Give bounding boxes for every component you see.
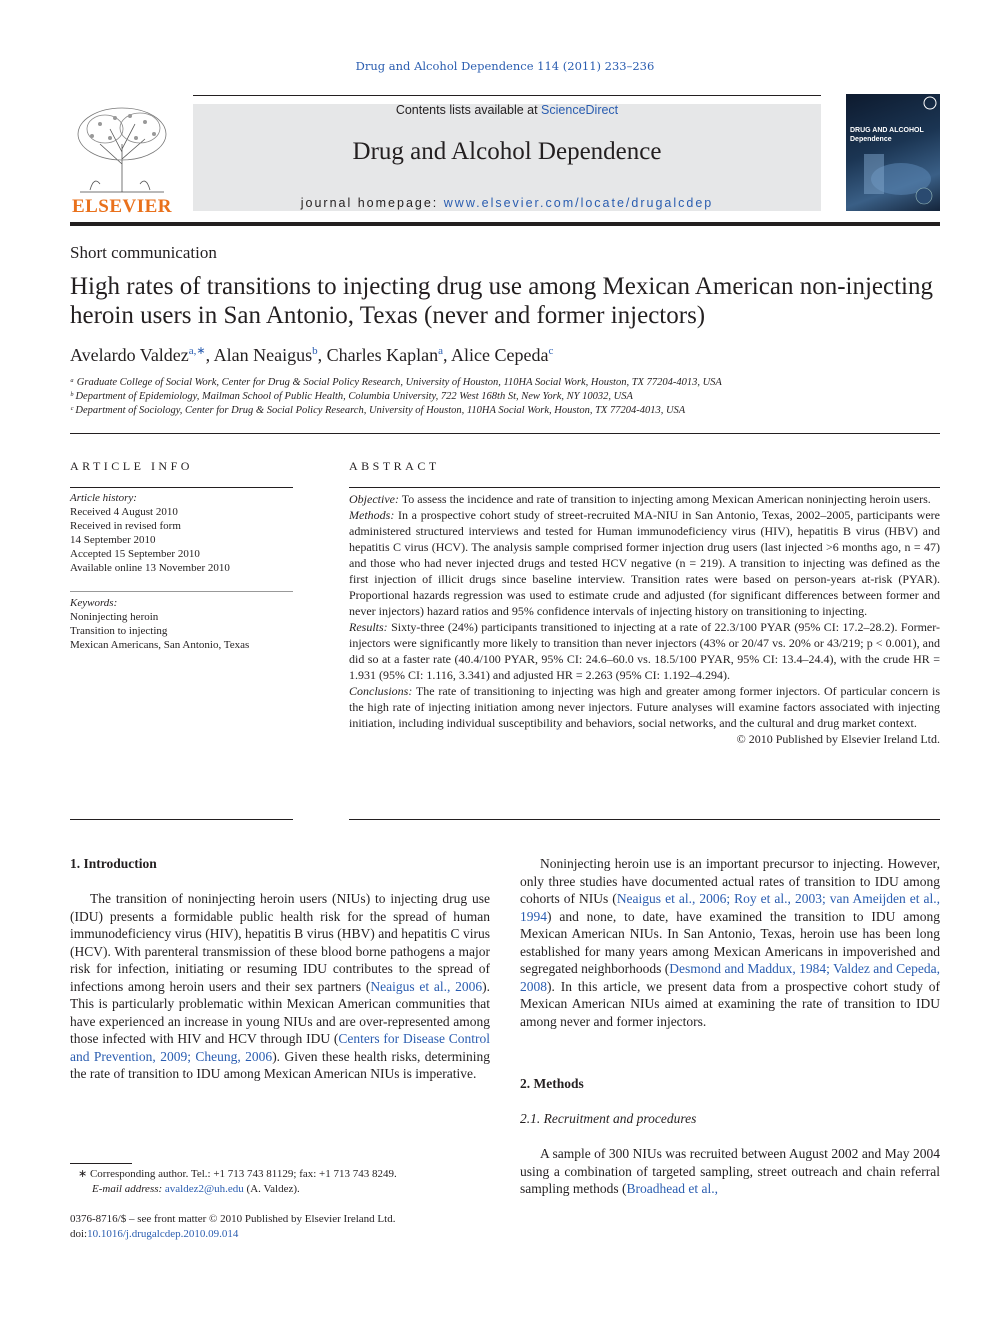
intro-paragraph-1 [70, 890, 490, 1083]
intro-text: Noninjecting heroin use is an important precursor to injecting. However, only three studies have documented actual rates of transition to IDU among cohorts of NIUs ( [520, 856, 940, 906]
results-label: Results: [349, 620, 388, 634]
author-sep: , [205, 345, 214, 365]
intro-text: The transition of noninjecting heroin users (NIUs) to injecting drug use (IDU) presents a formidable public health risk for the spread of human immunodeficiency virus (HIV), hepatitis B virus (HBV) and hepatitis C virus (HCV). With parenteral transmission of these blood borne pathogens a major risk for infection, initiating or resuming IDU contributes to the spread of infections among heroin users and their sex partners ( [70, 891, 490, 994]
ref-link[interactable]: Desmond and Maddux, 1984; Valdez and Cepeda, 2008 [520, 961, 940, 994]
email-note [92, 1182, 502, 1197]
cover-title: DRUG AND ALCOHOL Dependence [850, 127, 924, 143]
methods-text: In a prospective cohort study of street-recruited MA-NIU in San Antonio, Texas, 2002–2005, participants were administered structured interviews and tested for Human immunodeficiency virus (HIV), hepatitis B virus (HBV) and hepatitis C virus (HCV). The analysis sample comprised former injection drug users (last injected >6 months ago, n = 47) and those who had never injected drugs and tested HCV negative (n = 219). A transition to injecting was defined as the first injection of illicit drugs since baseline interview. Transition rates were based on person-years at-risk (PYAR). Proportional hazards regression was used to estimate crude and adjusted (for significant differences between former and never injectors) hazard ratios and 95% confidence intervals of injecting history on transitioning to injecting. [349, 508, 940, 618]
article-history [70, 491, 293, 575]
article-info-heading: ARTICLE INFO [70, 459, 193, 473]
homepage-prefix: journal homepage: [300, 196, 444, 210]
abstract-methods [349, 507, 940, 619]
issn-line: 0376-8716/$ – see front matter © 2010 Published by Elsevier Ireland Ltd. [70, 1213, 396, 1225]
ref-link[interactable]: Neaigus et al., 2006 [370, 978, 483, 994]
doi-line [70, 1227, 500, 1242]
affiliation-b: ᵇ Department of Epidemiology, Mailman School of Public Health, Columbia University, 722 West 168th St, New York, NY 10032, USA [70, 391, 633, 402]
footnote-rule [70, 1163, 132, 1164]
author-sep: , [317, 345, 327, 365]
header-thick-rule [70, 222, 940, 226]
intro-heading: 1. Introduction [70, 856, 157, 871]
article-info-rule [70, 487, 293, 488]
author-1-affil[interactable]: a,∗ [188, 345, 206, 357]
history-item: Accepted 15 September 2010 [70, 548, 200, 560]
sciencedirect-link[interactable]: ScienceDirect [541, 103, 619, 117]
methods-text: A sample of 300 NIUs was recruited between August 2002 and May 2004 using a combination of targeted sampling, street outreach and chain referral sampling methods ( [520, 1146, 940, 1196]
abstract-copyright: © 2010 Published by Elsevier Ireland Ltd. [736, 732, 940, 746]
doi-link[interactable]: 10.1016/j.drugalcdep.2010.09.014 [87, 1228, 239, 1240]
results-text: Sixty-three (24%) participants transitioned to injecting at a rate of 22.3/100 PYAR (95% CI: 17.2–28.2). Former-injectors were significantly more likely to transition than never injectors (43% or 20/47 vs. 20% or 43/219; p < 0.001), and did so at a faster rate (40.4/100 PYAR, 95% CI: 24.6–60.0 vs. 18.5/100 PYAR, 95% CI: 13.4–24.4), with the crude HR = 1.931 (95% CI: 1.116, 3.341) and adjusted HR = 2.263 (95% CI: 1.192–4.294). [349, 620, 940, 682]
abstract-objective [349, 491, 940, 507]
journal-cover-image[interactable] [846, 94, 940, 211]
conclusions-label: Conclusions: [349, 684, 413, 698]
journal-citation[interactable]: Drug and Alcohol Dependence 114 (2011) 233–236 [355, 59, 655, 73]
methods-label: Methods: [349, 508, 395, 522]
methods-heading: 2. Methods [520, 1076, 584, 1091]
history-label: Article history: [70, 492, 137, 504]
article-info-bottom-rule [70, 819, 293, 820]
keywords-rule [70, 591, 293, 592]
history-item: Received 4 August 2010 [70, 506, 178, 518]
author-list [70, 344, 553, 366]
affiliation-a: ᵃ Graduate College of Social Work, Center for Drug & Social Policy Research, University of Houston, 110HA Social Work, Houston, TX 77204-4013, USA [70, 377, 722, 388]
abstract-rule [349, 487, 940, 488]
author-3-affil[interactable]: a [438, 345, 444, 357]
history-item: Available online 13 November 2010 [70, 562, 230, 574]
intro-text: ). Given these health risks, determining the rate of transition to IDU among Mexican American NIUs is imperative. [70, 1048, 491, 1081]
author-3[interactable]: Charles Kaplan [326, 345, 439, 365]
intro-text: ). This is particularly problematic within Mexican American communities that have experienced an increase in young NIUs and are over-represented among those infected with HIV and HCV through IDU ( [70, 978, 490, 1046]
history-item: Received in revised form [70, 520, 181, 532]
author-1[interactable]: Avelardo Valdez [70, 345, 189, 365]
email-label: E-mail address: [92, 1183, 165, 1195]
journal-name: Drug and Alcohol Dependence [352, 138, 662, 165]
abstract-results [349, 619, 940, 683]
keywords-label: Keywords: [70, 597, 118, 609]
homepage-link[interactable]: www.elsevier.com/locate/drugalcdep [443, 196, 714, 210]
abstract-bottom-rule [349, 819, 940, 820]
history-item: 14 September 2010 [70, 534, 156, 546]
ref-link[interactable]: Broadhead et al., [626, 1181, 718, 1196]
abstract-heading: ABSTRACT [349, 459, 440, 473]
doi-label: doi: [70, 1228, 88, 1240]
article-title: High rates of transitions to injecting drug use among Mexican American non-injecting heroin users in San Antonio, Texas (never and former injectors) [70, 273, 933, 329]
intro-paragraph-2 [520, 855, 940, 1030]
keyword: Transition to injecting [70, 625, 168, 637]
journal-homepage [193, 196, 821, 210]
keyword: Mexican Americans, San Antonio, Texas [70, 639, 250, 651]
elsevier-logo-text: ELSEVIER [71, 196, 173, 217]
ref-link[interactable]: Centers for Disease Control and Prevention, 2009; Cheung, 2006 [70, 1031, 490, 1064]
author-2[interactable]: Alan Neaigus [213, 345, 313, 365]
affiliation-c: ᶜ Department of Sociology, Center for Drug & Social Policy Research, University of Houston, 110HA Social Work, Houston, TX 77204-4013, USA [70, 405, 686, 416]
intro-text: ) and none, to date, have examined the transition to IDU among Mexican American NIUs. In San Antonio, Texas, heroin use has been long established for many years among Mexican Americans in impoverished and segregated neighborhoods ( [520, 908, 940, 976]
article-type: Short communication [70, 243, 217, 262]
contents-prefix: Contents lists available at [395, 103, 542, 117]
affiliation-rule [70, 433, 940, 434]
methods-subheading: 2.1. Recruitment and procedures [520, 1111, 697, 1126]
author-4[interactable]: Alice Cepeda [451, 345, 549, 365]
keyword: Noninjecting heroin [70, 611, 159, 623]
author-2-affil[interactable]: b [312, 345, 318, 357]
objective-label: Objective: [349, 492, 399, 506]
keywords [70, 596, 293, 652]
author-4-affil[interactable]: c [548, 345, 554, 357]
author-sep: , [443, 345, 452, 365]
contents-line [193, 103, 821, 117]
header-top-rule [193, 95, 821, 96]
abstract-body [349, 491, 940, 747]
abstract-conclusions [349, 683, 940, 731]
email-suffix: (A. Valdez). [243, 1183, 300, 1195]
conclusions-text: The rate of transitioning to injecting was high and greater among former injectors. Of particular concern is the high rate of injecting initiation among never injectors. Future analyses will examine factors associated with injecting initiation, including individual susceptibility and behaviors, social networks, and the cultural and drug market context. [349, 684, 940, 730]
objective-text: To assess the incidence and rate of transition to injecting among Mexican American noninjecting heroin users. [398, 492, 931, 506]
ref-link[interactable]: Neaigus et al., 2006; Roy et al., 2003; van Ameijden et al., 1994 [520, 891, 941, 924]
email-link[interactable]: avaldez2@uh.edu [164, 1183, 244, 1195]
corresponding-author-note: ∗ Corresponding author. Tel.: +1 713 743 81129; fax: +1 713 743 8249. [78, 1168, 397, 1180]
methods-paragraph-1 [520, 1145, 940, 1198]
intro-text: ). In this article, we present data from a prospective cohort study of Mexican American NIUs aimed at examining the rate of transition to IDU among never and former injectors. [520, 978, 940, 1029]
